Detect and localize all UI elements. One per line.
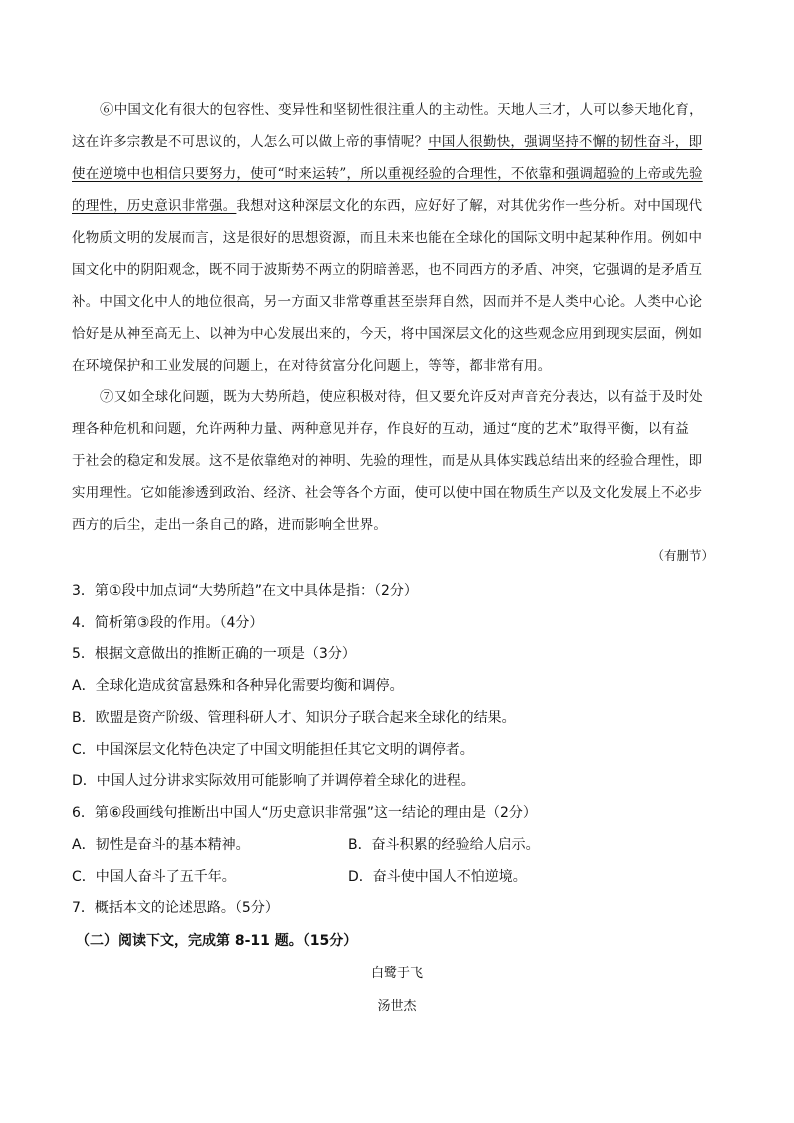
p6-line-7: 补。中国文化中人的地位很高，另一方面又非常尊重甚至崇拜自然，因而并不是人类中心论。人类中心论: [72, 294, 703, 310]
question-5-option-c: C．中国深层文化特色决定了中国文明能担任其它文明的调停者。: [72, 742, 474, 758]
question-6-option-b: B．奋斗积累的经验给人启示。: [348, 837, 540, 853]
question-3: [72, 580, 418, 600]
question-3-text: 3．第①段中加点词“大势所趋”在文中具体是指：（2分）: [72, 583, 418, 599]
question-5: 5．根据文意做出的推断正确的一项是（3分）: [72, 646, 356, 662]
p6-line-4-plain: 我想对这种深层文化的东西，应好好了解，对其优劣作一些分析。对中国现代: [236, 198, 703, 214]
p6-line-4: [72, 194, 702, 214]
p6-line-2-plain: 这在许多宗教是不可思议的，人怎么可以做上帝的事情呢？: [72, 134, 429, 150]
p6-line-9: 在环境保护和工业发展的问题上，在对待贫富分化问题上，等等，都非常有用。: [72, 358, 552, 374]
section-2-heading: （二）阅读下文，完成第 8-11 题。（15分）: [76, 933, 358, 949]
p7-line-4: 实用理性。它如能渗透到政治、经济、社会等各个方面，使可以使中国在物质生产以及文化发展上不必步: [72, 485, 703, 501]
question-5-option-b: B．欧盟是资产阶级、管理科研人才、知识分子联合起来全球化的结果。: [72, 710, 516, 726]
p7-line-1: ⑦又如全球化问题，既为大势所趋，使应积极对待，但又要允许反对声音充分表达，以有益于及时处: [100, 389, 703, 405]
p7-line-2: 理各种危机和问题，允许两种力量、两种意见并存，作良好的互动，通过“度的艺术”取得平衡，以有益: [72, 421, 690, 437]
p6-line-2: [72, 130, 702, 150]
p6-line-8: 恰好是从神至高无上、以神为中心发展出来的，今天，将中国深层文化的这些观念应用到现实层面，例如: [72, 326, 703, 342]
question-6-option-c: C．中国人奋斗了五千年。: [72, 869, 236, 885]
article-title: 白鹭于飞: [370, 966, 423, 981]
article-author: 汤世杰: [377, 999, 417, 1014]
question-6-option-d: D．奋斗使中国人不怕逆境。: [348, 869, 527, 885]
p6-line-5: 化物质文明的发展而言，这是很好的思想资源，而且未来也能在全球化的国际文明中起某种作用。例如中: [72, 230, 703, 246]
p6-line-6: 国文化中的阴阳观念，既不同于波斯势不两立的阴暗善恶，也不同西方的矛盾、冲突，它强调的是矛盾互: [72, 262, 703, 278]
question-6-option-a: A．韧性是奋斗的基本精神。: [72, 837, 250, 853]
question-6: 6．第⑥段画线句推断出中国人“历史意识非常强”这一结论的理由是（2分）: [72, 805, 537, 821]
p6-underlined-sentence-start: 中国人很勤快，强调坚持不懈的韧性奋斗，即: [428, 134, 703, 150]
question-5-option-d: D．中国人过分讲求实际效用可能影响了并调停着全球化的进程。: [72, 773, 475, 789]
question-7: 7．概括本文的论述思路。（5分）: [72, 900, 279, 916]
p6-underlined-sentence-middle: 使在逆境中也相信只要努力，使可“时来运转”，所以重视经验的合理性，不依靠和强调超验的上帝或先验: [72, 166, 703, 182]
abridged-note: （有删节）: [651, 548, 714, 563]
p6-underlined-sentence-end: 的理性，历史意识非常强。: [72, 198, 237, 214]
p7-line-5: 西方的后尘，走出一条自己的路，进而影响全世界。: [72, 517, 388, 533]
question-5-option-a: A．全球化造成贫富悬殊和各种异化需要均衡和调停。: [72, 678, 404, 694]
p7-line-3: 于社会的稳定和发展。这不是依靠绝对的神明、先验的理性，而是从具体实践总结出来的经验合理性，即: [72, 453, 703, 469]
question-4: 4．简析第③段的作用。（4分）: [72, 615, 264, 631]
p6-line-1: ⑥中国文化有很大的包容性、变异性和坚韧性很注重人的主动性。天地人三才，人可以参天地化育，: [100, 102, 703, 118]
